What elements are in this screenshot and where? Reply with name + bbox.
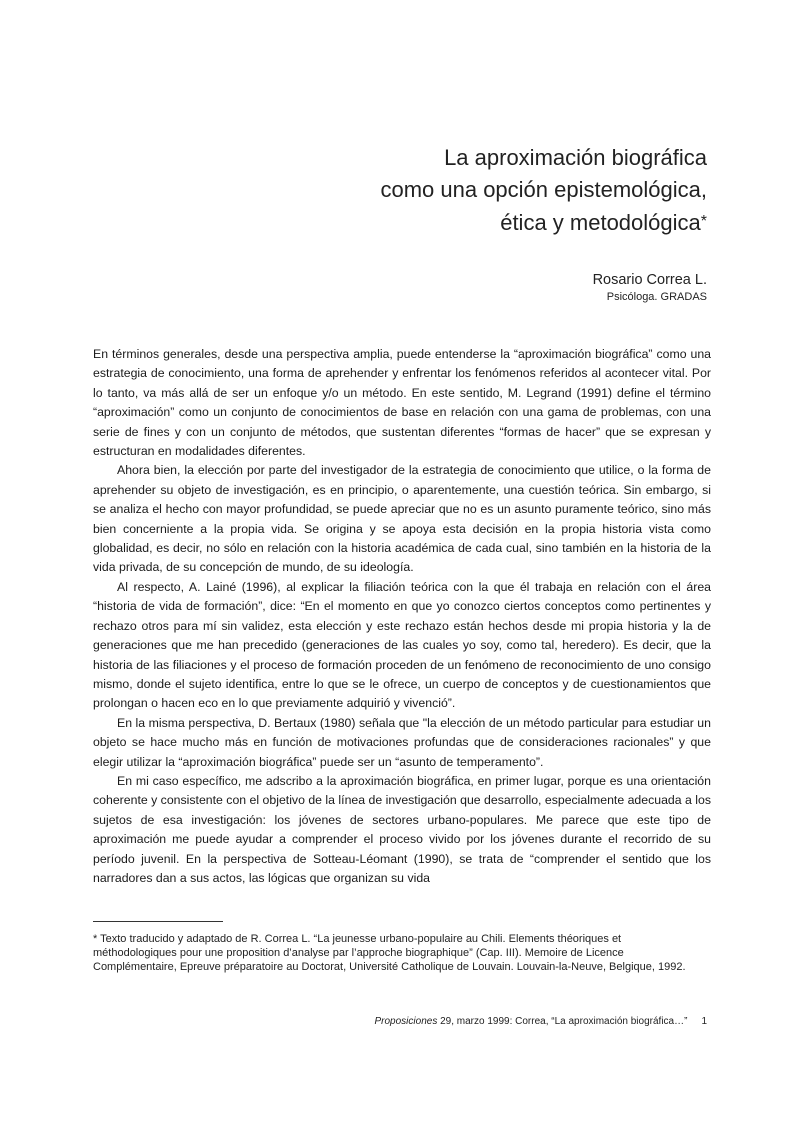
author-affiliation: Psicóloga. GRADAS	[606, 291, 707, 303]
footer-journal: Proposiciones	[374, 1016, 438, 1027]
page-number: 1	[701, 1016, 707, 1027]
title-line-2: como una opción epistemológica,	[380, 177, 707, 202]
article-title	[207, 142, 707, 239]
title-line-3	[207, 206, 707, 239]
paragraph-3: Al respecto, A. Lainé (1996), al explicar la filiación teórica con la que él trabaja en relación con el área “historia de vida de formación”, dice: “En el momento en que yo conozco ciertos conceptos como pertinentes y rechazo otros para mí sin validez, esta elección y este rechazo están hechos desde mi propia historia y la de generaciones que me han precedido (generaciones de las cuales yo soy, como tal, heredero). Es decir, que la historia de las filiaciones y el proceso de formación proceden de un fenómeno de reconocimiento de uno consigo mismo, donde el sujeto identifica, entre lo que se le ofrece, un cuerpo de conceptos y de cuestionamientos que prolongan o hacen eco en lo que previamente adquirió y vivenció”.	[93, 579, 711, 711]
article-body	[93, 345, 711, 888]
title-line-3-text: ética y metodológica	[500, 210, 701, 235]
paragraph-4: En la misma perspectiva, D. Bertaux (1980) señala que "la elección de un método particular para estudiar un objeto se hace mucho más en función de motivaciones profundas que de consideraciones racionales” y que elegir utilizar la “aproximación biográfica” puede ser un “asunto de temperamento”.	[93, 715, 711, 769]
paragraph-2: Ahora bien, la elección por parte del investigador de la estrategia de conocimiento que utilice, o la forma de aprehender su objeto de investigación, es en principio, o aparentemente, una cuestión teórica. Sin embargo, si se analiza el hecho con mayor profundidad, se puede apreciar que no es un asunto puramente teórico, sino más bien concerniente a la propia vida. Se origina y se apoya esta decisión en la propia historia vista como globalidad, es decir, no sólo en relación con la historia académica de cada cual, sino también en la historia de la vida privada, de su concepción de mundo, de su ideología.	[93, 463, 711, 575]
footnote-marker: *	[700, 213, 707, 230]
footnote-divider	[93, 921, 223, 922]
footer-citation: 29, marzo 1999: Correa, “La aproximación biográfica…”	[437, 1016, 688, 1027]
title-line-1: La aproximación biográfica	[444, 145, 707, 170]
paragraph-1: En términos generales, desde una perspectiva amplia, puede entenderse la “aproximación biográfica” como una estrategia de conocimiento, una forma de aprehender y enfrentar los fenómenos referidos al acontecer vital. Por lo tanto, va más allá de ser un enfoque y/o un método. En este sentido, M. Legrand (1991) define el término “aproximación” como un conjunto de conocimientos de base en relación con una gama de problemas, con una serie de fines y con un conjunto de métodos, que sustentan diferentes “formas de hacer” que se expresan y estructuran en modalidades diferentes.	[93, 347, 711, 459]
footnote: * Texto traducido y adaptado de R. Correa L. “La jeunesse urbano-populaire au Chili. Elements théoriques et méthodologiques pour une proposition d’analyse par l’approche biographique” (Cap. III). Memoire de Licence Complémentaire, Epreuve préparatoire au Doctorat, Université Catholique de Louvain. Louvain-la-Neuve, Belgique, 1992.	[93, 933, 686, 974]
paragraph-5: En mi caso específico, me adscribo a la aproximación biográfica, en primer lugar, porque es una orientación coherente y consistente con el objetivo de la línea de investigación que desarrollo, especialmente adecuada a los sujetos de esa investigación: los jóvenes de sectores urbano-populares. Me parece que este tipo de aproximación me puede ayudar a comprender el proceso vivido por los jóvenes durante el recorrido de su período juvenil. En la perspectiva de Sotteau-Léomant (1990), se trata de “comprender el sentido que los narradores dan a sus actos, las lógicas que organizan su vida	[93, 773, 711, 885]
author-name: Rosario Correa L.	[592, 272, 707, 288]
page-footer	[375, 1016, 708, 1027]
